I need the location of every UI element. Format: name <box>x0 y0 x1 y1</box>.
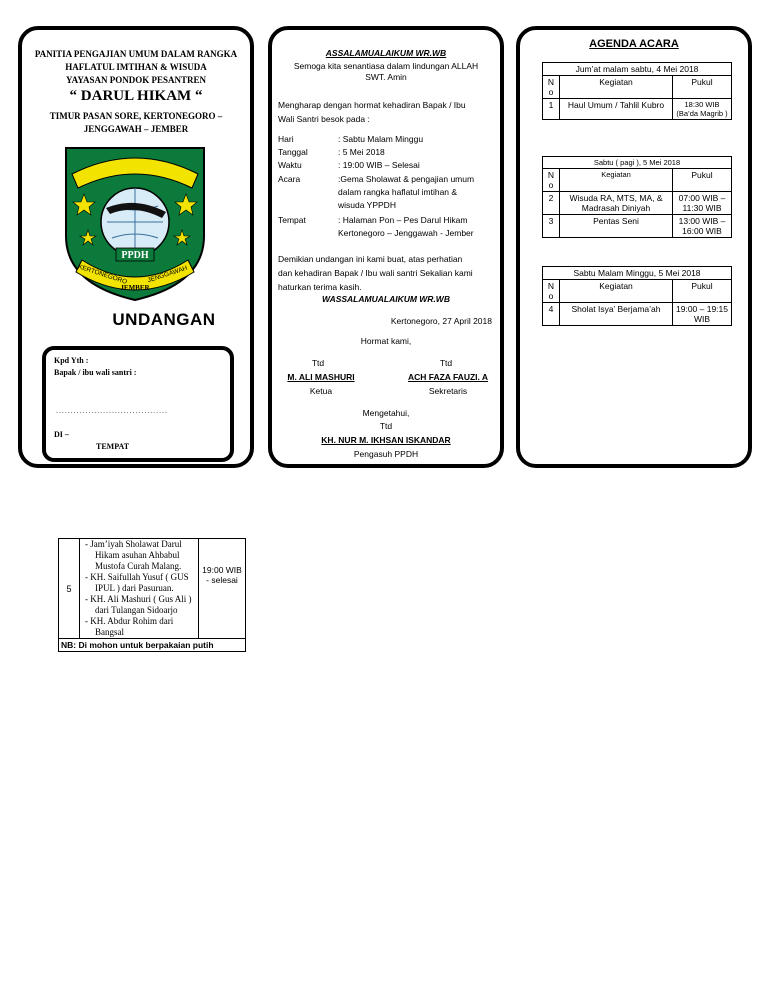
list-item: - KH. Ali Mashuri ( Gus Ali ) dari Tulangan Sidoarjo <box>85 594 192 615</box>
signer-caretaker-name: KH. NUR M. IKHSAN ISKANDAR <box>321 435 451 445</box>
event-details: Hari : Sabtu Malam Minggu Tanggal : 5 Mei 2018 Waktu : 19:00 WIB – Selesai Acara :Gema Sholawat & pengajian umum dalam rangka haflatul imtihan & wisuda YPPDH Tempat : Halaman Pon – Pes Darul Hikam Kertonegoro – Jenggawah - Jember <box>278 134 475 238</box>
row-no: 5 <box>59 539 80 639</box>
agenda-continuation-table <box>58 538 246 652</box>
dress-code-note: NB: Di mohon untuk berpakaian putih <box>59 639 246 652</box>
greeting: ASSALAMUALAIKUM WR.WB <box>325 48 447 58</box>
agenda-table-saturday-morning <box>542 156 732 238</box>
invitation-title: UNDANGAN <box>112 310 216 329</box>
table-row: 4 Sholat Isya’ Berjama’ah 19:00 – 19:15 WIB <box>543 303 732 326</box>
letter-panel <box>268 26 504 468</box>
emblem-ppdh-text: PPDH <box>121 250 149 261</box>
table-row: 3 Pentas Seni 13:00 WIB – 16:00 WIB <box>543 215 732 238</box>
signer-chairman-role: Ketua <box>309 386 333 396</box>
school-emblem <box>62 144 208 304</box>
agenda-title: AGENDA ACARA <box>589 38 679 50</box>
emblem-kertonegoro-text: KERTONEGORO <box>77 263 128 286</box>
header-pukul: Pukul <box>673 169 732 192</box>
table-caption: Sabtu ( pagi ), 5 Mei 2018 <box>543 157 732 169</box>
header-kegiatan: Kegiatan <box>560 76 673 99</box>
list-item: - KH. Saifullah Yusuf ( GUS IPUL ) dari Pasuruan. <box>85 572 189 593</box>
intro-text: Mengharap dengan hormat kehadiran Bapak / Ibu Wali Santri besok pada : <box>278 100 466 124</box>
signer-secretary-role: Sekretaris <box>428 386 468 396</box>
recipient-tempat: TEMPAT <box>96 442 130 451</box>
table-row: 2 Wisuda RA, MTS, MA, & Madrasah Diniyah 07:00 WIB – 11:30 WIB <box>543 192 732 215</box>
agenda-panel <box>516 26 752 468</box>
table-row: 1 Haul Umum / Tahlil Kubro 18:30 WIB (Ba’da Magrib ) <box>543 99 732 120</box>
performers-list <box>80 539 199 639</box>
farewell: WASSALAMUALAIKUM WR.WB <box>322 294 450 304</box>
row-time: 19:00 WIB - selesai <box>199 539 246 639</box>
recipient-kpd: Kpd Yth : <box>54 356 89 365</box>
table-caption: Jum’at malam sabtu, 4 Mei 2018 <box>543 63 732 76</box>
header-no: N o <box>543 169 560 192</box>
header-kegiatan: Kegiatan <box>560 169 673 192</box>
signer-chairman-name: M. ALI MASHURI <box>287 372 355 382</box>
agenda-table-friday <box>542 62 732 120</box>
table-row <box>59 539 246 639</box>
recipient-label: Bapak / ibu wali santri : <box>54 368 137 377</box>
table-caption: Sabtu Malam Minggu, 5 Mei 2018 <box>543 267 732 280</box>
agenda-table-saturday-night <box>542 266 732 326</box>
ttd-right: Ttd <box>439 358 453 368</box>
cover-panel <box>18 26 254 468</box>
list-item: - Jam’iyah Sholawat Darul Hikam asuhan Ahbabul Mustofa Curah Malang. <box>85 539 182 571</box>
school-address: TIMUR PASAN SORE, KERTONEGORO – JENGGAWAH – JEMBER <box>49 111 223 134</box>
list-item: - KH. Abdur Rohim dari Bangsal <box>85 616 174 637</box>
signer-caretaker-role: Pengasuh PPDH <box>353 449 419 459</box>
organizer-header: PANITIA PENGAJIAN UMUM DALAM RANGKA HAFLATUL IMTIHAN & WISUDA YAYASAN PONDOK PESANTREN <box>34 49 238 85</box>
header-pukul: Pukul <box>673 76 732 99</box>
acknowledged: Mengetahui, <box>362 408 410 418</box>
place-date: Kertonegoro, 27 April 2018 <box>390 316 492 326</box>
recipient-box <box>42 346 234 462</box>
recipient-di: DI – <box>54 430 69 439</box>
recipient-dotted-line: ...................................... <box>56 408 168 415</box>
emblem-jenggawah-text: JENGGAWAH <box>146 264 189 285</box>
regards: Hormat kami, <box>360 336 412 346</box>
header-kegiatan: Kegiatan <box>560 280 673 303</box>
ttd-center: Ttd <box>379 421 393 431</box>
school-name: “ DARUL HIKAM “ <box>69 88 203 104</box>
signer-secretary-name: ACH FAZA FAUZI. A <box>407 372 489 382</box>
closing-text: Demikian undangan ini kami buat, atas perhatian dan kehadiran Bapak / Ibu wali santri Sekalian kami haturkan terima kasih. <box>278 254 473 292</box>
header-pukul: Pukul <box>673 280 732 303</box>
header-no: N o <box>543 76 560 99</box>
header-no: N o <box>543 280 560 303</box>
blessing: Semoga kita senantiasa dalam lindungan ALLAH SWT. Amin <box>293 61 479 82</box>
ttd-left: Ttd <box>311 358 325 368</box>
emblem-jember-text: JEMBER <box>120 284 150 292</box>
